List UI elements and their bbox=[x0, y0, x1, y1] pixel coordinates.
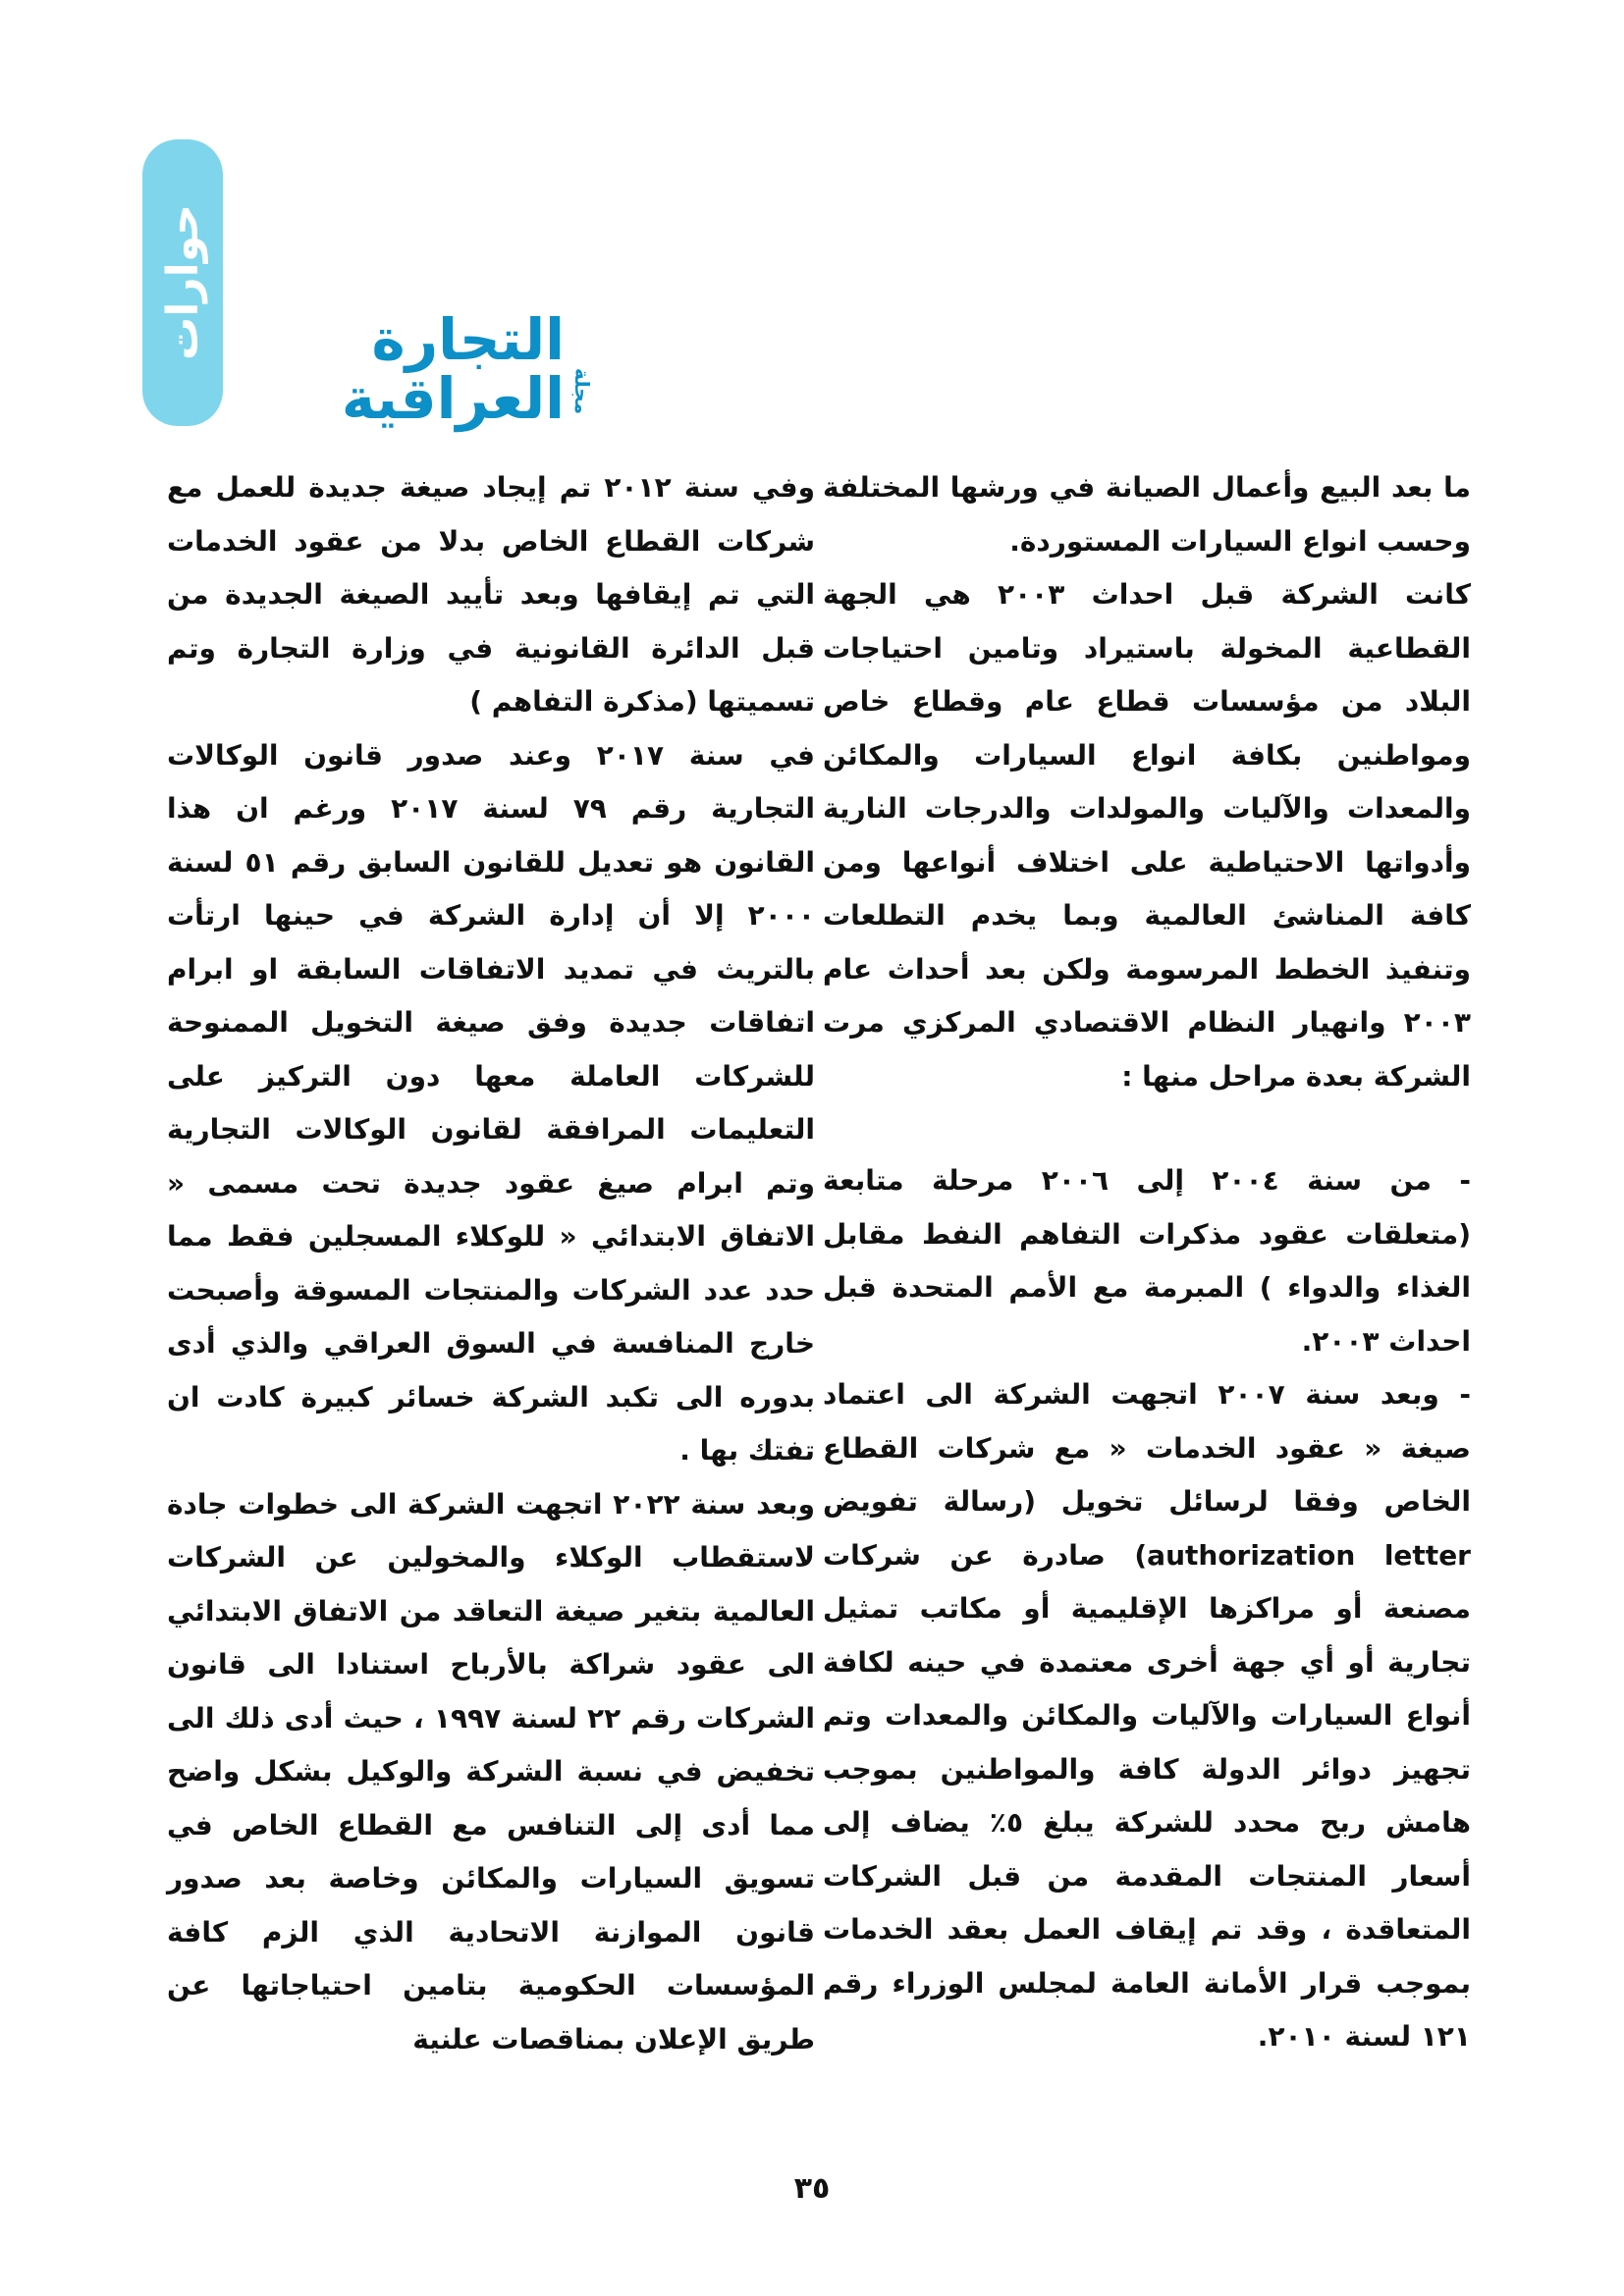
article-column-right bbox=[823, 461, 1471, 2064]
article-column-left bbox=[167, 461, 815, 2066]
paragraph: وبعد سنة ٢٠٢٢ اتجهت الشركة الى خطوات جادة لاستقطاب الوكلاء والمخولين عن الشركات العالمية بتغير صيغة التعاقد من الاتفاق الابتدائي الى عقود شراكة بالأرباح استنادا الى قانون الشركات رقم ٢٢ لسنة ١٩٩٧ ، حيث أدى ذلك الى تخفيض في نسبة الشركة والوكيل بشكل واضح مما أدى إلى التنافس مع القطاع الخاص في تسويق السيارات والمكائن وخاصة بعد صدور قانون الموازنة الاتحادية الذي الزم كافة المؤسسات الحكومية بتامين احتياجاتها عن طريق الإعلان بمناقصات علنية bbox=[167, 1487, 816, 2056]
paragraph: ما بعد البيع وأعمال الصيانة في ورشها المختلفة وحسب انواع السيارات المستوردة. bbox=[823, 471, 1471, 558]
section-tab-label: حوارات bbox=[157, 204, 208, 361]
paragraph: كانت الشركة قبل احداث ٢٠٠٣ هي الجهة القطاعية المخولة باستيراد وتامين احتياجات البلاد من مؤسسات قطاع عام وقطاع خاص ومواطنين بكافة انواع السيارات والمكائن والمعدات والآليات والمولدات والدرجات النارية وأدواتها الاحتياطية على اختلاف أنواعها ومن كافة المناشئ العالمية وبما يخدم التطلعات وتنفيذ الخطط المرسومة ولكن بعد أحداث عام ٢٠٠٣ وانهيار النظام الاقتصادي المركزي مرت الشركة بعدة مراحل منها : bbox=[823, 578, 1471, 1093]
paragraph: في سنة ٢٠١٧ وعند صدور قانون الوكالات التجارية رقم ٧٩ لسنة ٢٠١٧ ورغم ان هذا القانون هو تعديل للقانون السابق رقم ٥١ لسنة ٢٠٠٠ إلا أن إدارة الشركة في حينها ارتأت بالتريث في تمديد الاتفاقات السابقة او ابرام اتفاقات جديدة وفق صيغة التخويل الممنوحة للشركات العاملة معها دون التركيز على التعليمات المرافقة لقانون الوكالات التجارية وتم ابرام صيغ عقود جديدة تحت مسمى « الاتفاق الابتدائي « للوكلاء المسجلين فقط مما حدد عدد الشركات والمنتجات المسوقة وأصبحت خارج المنافسة في السوق العراقي والذي أدى بدوره الى تكبد الشركة خسائر كبيرة كادت ان تفتك بها . bbox=[167, 738, 815, 1467]
paragraph: - من سنة ٢٠٠٤ إلى ٢٠٠٦ مرحلة متابعة (متعلقات عقود مذكرات التفاهم النفط مقابل الغذاء والدواء ) المبرمة مع الأمم المتحدة قبل احداث ٢٠٠٣. bbox=[823, 1164, 1472, 1358]
section-tab bbox=[142, 139, 223, 426]
magazine-logo bbox=[241, 306, 594, 432]
paragraph: وفي سنة ٢٠١٢ تم إيجاد صيغة جديدة للعمل مع شركات القطاع الخاص بدلا من عقود الخدمات التي تم إيقافها وبعد تأييد الصيغة الجديدة من قبل الدائرة القانونية في وزارة التجارة وتم تسميتها (مذكرة التفاهم ) bbox=[167, 471, 815, 718]
magazine-logo-prefix: مجلة bbox=[570, 367, 594, 414]
page-number: ٣٥ bbox=[793, 2171, 831, 2206]
magazine-logo-name: التجارة العراقية bbox=[341, 306, 565, 432]
paragraph: - وبعد سنة ٢٠٠٧ اتجهت الشركة الى اعتماد صيغة « عقود الخدمات « مع شركات القطاع الخاص وفقا لرسائل تخويل (رسالة تفويض authorization letter) صادرة عن شركات مصنعة أو مراكزها الإقليمية أو مكاتب تمثيل تجارية أو أي جهة أخرى معتمدة في حينه لكافة أنواع السيارات والآليات والمكائن والمعدات وتم تجهيز دوائر الدولة كافة والمواطنين بموجب هامش ربح محدد للشركة يبلغ ٥٪ يضاف إلى أسعار المنتجات المقدمة من قبل الشركات المتعاقدة ، وقد تم إيقاف العمل بعقد الخدمات بموجب قرار الأمانة العامة لمجلس الوزراء رقم ١٢١ لسنة ٢٠١٠. bbox=[823, 1378, 1472, 2053]
